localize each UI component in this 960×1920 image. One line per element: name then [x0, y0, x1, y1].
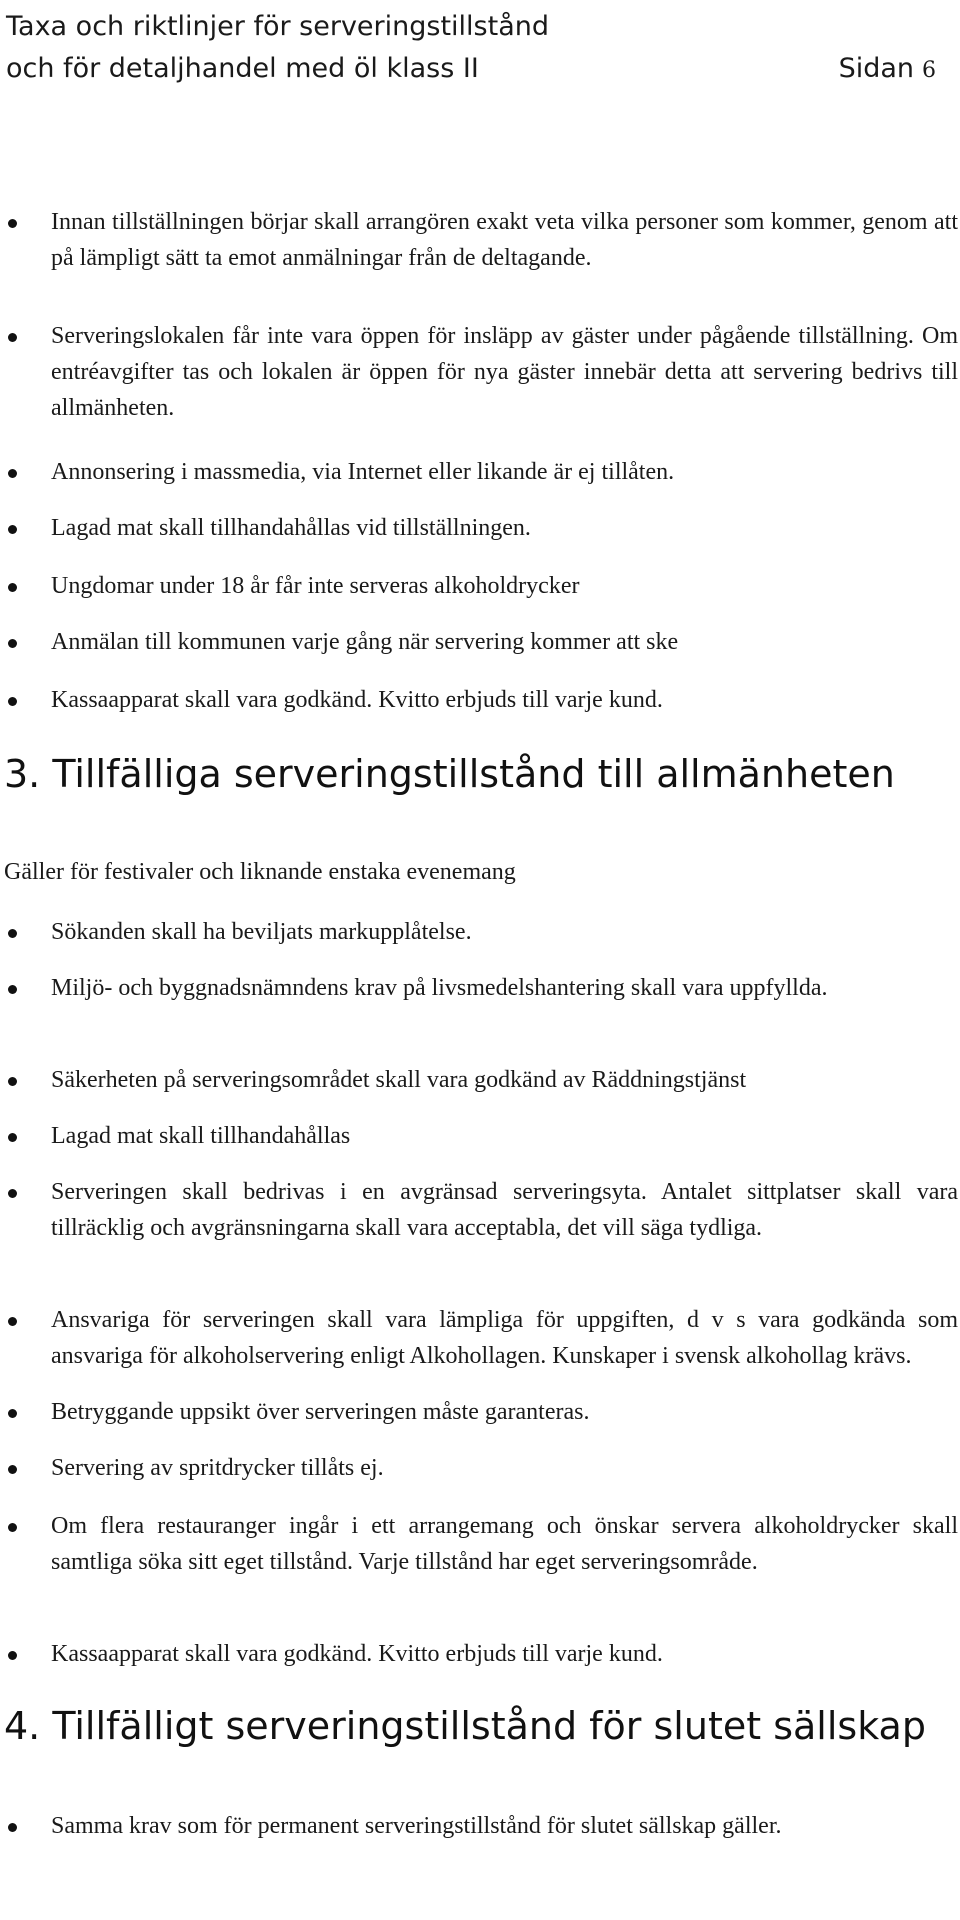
list-item-text: Kassaapparat skall vara godkänd. Kvitto erbjuds till varje kund.	[51, 1641, 663, 1667]
list-item-text: Anmälan till kommunen varje gång när servering kommer att ske	[51, 629, 679, 655]
bullet-dot	[8, 525, 17, 534]
list-item-text: Ungdomar under 18 år får inte serveras alkoholdrycker	[51, 573, 580, 599]
bullet-dot	[8, 1409, 17, 1418]
bullet-dot	[8, 219, 17, 228]
bullet-dot	[8, 1077, 17, 1086]
page-number-label	[839, 48, 936, 92]
list-item-text: Sökanden skall ha beviljats markupplåtelse.	[51, 919, 472, 945]
section-intro: Gäller för festivaler och liknande enstaka evenemang	[4, 859, 516, 885]
bullet-dot	[8, 1823, 17, 1832]
list-item-text: Servering av spritdrycker tillåts ej.	[51, 1455, 384, 1481]
page-header	[6, 6, 936, 92]
bullet-dot	[8, 1189, 17, 1198]
bullet-dot	[8, 985, 17, 994]
bullet-dot	[8, 929, 17, 938]
bullet-dot	[8, 1317, 17, 1326]
bullet-dot	[8, 1465, 17, 1474]
page-label: Sidan	[838, 53, 914, 84]
list-item-text: Om flera restauranger ingår i ett arrangemang och önskar servera alkoholdrycker skall samtliga söka sitt eget tillstånd. Varje tillstånd har eget serveringsområde.	[51, 1513, 958, 1575]
bullet-dot	[8, 583, 17, 592]
bullet-dot	[8, 333, 17, 342]
list-item-text: Samma krav som för permanent serveringstillstånd för slutet sällskap gäller.	[51, 1813, 782, 1839]
list-item-text: Kassaapparat skall vara godkänd. Kvitto erbjuds till varje kund.	[51, 687, 663, 713]
list-item-text: Serveringen skall bedrivas i en avgränsad serveringsyta. Antalet sittplatser skall vara tillräcklig och avgränsningarna skall vara acceptabla, det vill säga tydliga.	[51, 1179, 958, 1241]
bullet-dot	[8, 697, 17, 706]
header-title-line1: Taxa och riktlinjer för serveringstillstånd	[6, 11, 550, 42]
section-heading: 3. Tillfälliga serveringstillstånd till allmänheten	[4, 752, 895, 796]
list-item-text: Säkerheten på serveringsområdet skall vara godkänd av Räddningstjänst	[51, 1067, 747, 1093]
bullet-dot	[8, 1651, 17, 1660]
list-item-text: Annonsering i massmedia, via Internet eller likande är ej tillåten.	[51, 459, 675, 485]
list-item-text: Ansvariga för serveringen skall vara lämpliga för uppgiften, d v s vara godkända som ansvariga för alkoholservering enligt Alkohollagen. Kunskaper i svensk alkohollag krävs.	[51, 1307, 958, 1369]
list-item-text: Lagad mat skall tillhandahållas vid tillställningen.	[51, 515, 531, 541]
header-title-line2: och för detaljhandel med öl klass II	[6, 53, 479, 84]
list-item-text: Miljö- och byggnadsnämndens krav på livsmedelshantering skall vara uppfyllda.	[51, 975, 828, 1001]
page-number: 6	[922, 58, 936, 83]
bullet-dot	[8, 469, 17, 478]
list-item-text: Serveringslokalen får inte vara öppen för insläpp av gäster under pågående tillställning. Om entréavgifter tas och lokalen är öppen för nya gäster innebär detta att servering bedrivs till allmänheten.	[51, 323, 958, 421]
section-heading: 4. Tillfälligt serveringstillstånd för slutet sällskap	[4, 1704, 926, 1748]
bullet-dot	[8, 1523, 17, 1532]
list-item-text: Innan tillställningen börjar skall arrangören exakt veta vilka personer som kommer, genom att på lämpligt sätt ta emot anmälningar från de deltagande.	[51, 209, 958, 271]
bullet-dot	[8, 639, 17, 648]
list-item-text: Betryggande uppsikt över serveringen måste garanteras.	[51, 1399, 590, 1425]
bullet-dot	[8, 1133, 17, 1142]
list-item-text: Lagad mat skall tillhandahållas	[51, 1123, 351, 1149]
